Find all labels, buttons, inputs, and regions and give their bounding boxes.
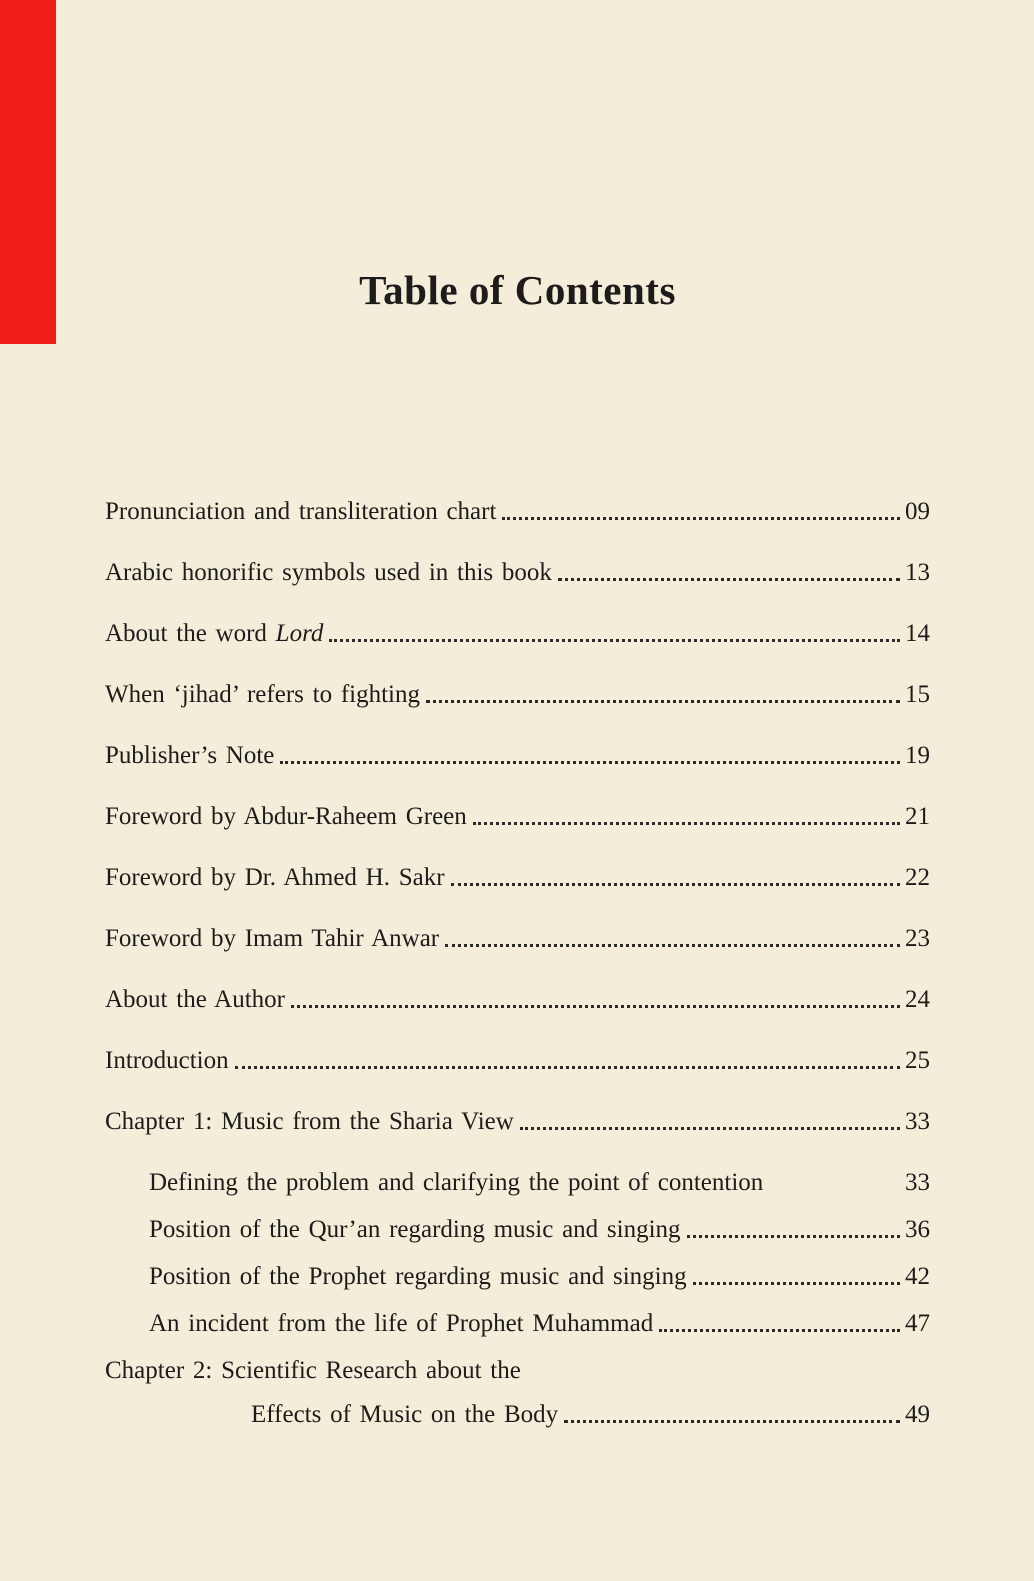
- toc-entry: [105, 741, 930, 771]
- toc-entry-page-number: 13: [905, 559, 930, 586]
- dotted-leader: [280, 761, 900, 764]
- toc-entry-label: Effects of Music on the Body: [251, 1401, 559, 1428]
- toc-entry-label: Defining the problem and clarifying the point of contention: [149, 1169, 764, 1196]
- toc-entry-label: Position of the Prophet regarding music and singing: [149, 1263, 687, 1290]
- toc-entry-page-number: 33: [905, 1169, 930, 1196]
- toc-entry-page-number: 33: [905, 1108, 930, 1135]
- dotted-leader: [502, 517, 900, 520]
- toc-entry-page-number: 09: [905, 498, 930, 525]
- toc-entry-label-italic: Lord: [275, 620, 324, 647]
- dotted-leader: [693, 1282, 900, 1285]
- toc-entry: [105, 1168, 930, 1198]
- page-title: Table of Contents: [359, 267, 676, 313]
- toc-entry-page-number: 49: [905, 1401, 930, 1428]
- toc-entry-label: Foreword by Dr. Ahmed H. Sakr: [105, 864, 445, 891]
- dotted-leader: [687, 1235, 900, 1238]
- toc-entry-label: Chapter 2: Scientific Research about the: [105, 1357, 521, 1384]
- toc-entry: [105, 619, 930, 649]
- toc-entry: [105, 985, 930, 1015]
- dotted-leader: [558, 578, 900, 581]
- toc-entry-label: Foreword by Abdur-Raheem Green: [105, 803, 467, 830]
- toc-entry: [105, 924, 930, 954]
- toc-entry: [105, 1262, 930, 1292]
- toc-entry: [105, 1356, 930, 1386]
- toc-entry-page-number: 14: [905, 620, 930, 647]
- toc-entry-page-number: 47: [905, 1310, 930, 1337]
- toc-entry-page-number: 25: [905, 1047, 930, 1074]
- dotted-leader: [659, 1329, 900, 1332]
- toc-entry-label: Position of the Qur’an regarding music and singing: [149, 1216, 681, 1243]
- toc-entry-page-number: 36: [905, 1216, 930, 1243]
- toc-entry-label: About the word Lord: [105, 620, 324, 647]
- toc-entry: [105, 1107, 930, 1137]
- toc-entry-label: Introduction: [105, 1047, 229, 1074]
- toc-entry-page-number: 21: [905, 803, 930, 830]
- toc-entry: [105, 680, 930, 710]
- toc-entry: [105, 863, 930, 893]
- toc-entry-page-number: 42: [905, 1263, 930, 1290]
- toc-entry-label: An incident from the life of Prophet Muhammad: [149, 1310, 654, 1337]
- toc-entry: [105, 1400, 930, 1430]
- toc-entry: [105, 1046, 930, 1076]
- toc-entry: [105, 497, 930, 527]
- dotted-leader: [451, 883, 900, 886]
- toc-list: [105, 497, 930, 1430]
- dotted-leader: [329, 639, 900, 642]
- toc-entry-page-number: 23: [905, 925, 930, 952]
- toc-entry-label: About the Author: [105, 986, 285, 1013]
- dotted-leader: [520, 1127, 900, 1130]
- dotted-leader: [445, 944, 900, 947]
- dotted-leader: [291, 1005, 900, 1008]
- dotted-leader: [426, 700, 900, 703]
- toc-entry-label: Chapter 1: Music from the Sharia View: [105, 1108, 514, 1135]
- dotted-leader: [235, 1066, 900, 1069]
- dotted-leader: [473, 822, 900, 825]
- toc-entry-label: Pronunciation and transliteration chart: [105, 498, 497, 525]
- toc-entry-label: When ‘jihad’ refers to fighting: [105, 681, 420, 708]
- toc-entry-page-number: 15: [905, 681, 930, 708]
- toc-entry: [105, 1309, 930, 1339]
- toc-entry: [105, 802, 930, 832]
- toc-entry-page-number: 19: [905, 742, 930, 769]
- toc-entry-page-number: 22: [905, 864, 930, 891]
- toc-entry-label: Arabic honorific symbols used in this book: [105, 559, 552, 586]
- toc-entry: [105, 558, 930, 588]
- toc-entry-label: Publisher’s Note: [105, 742, 275, 769]
- toc-entry-page-number: 24: [905, 986, 930, 1013]
- toc-entry-label: Foreword by Imam Tahir Anwar: [105, 925, 440, 952]
- dotted-leader: [564, 1420, 900, 1423]
- toc-entry: [105, 1215, 930, 1245]
